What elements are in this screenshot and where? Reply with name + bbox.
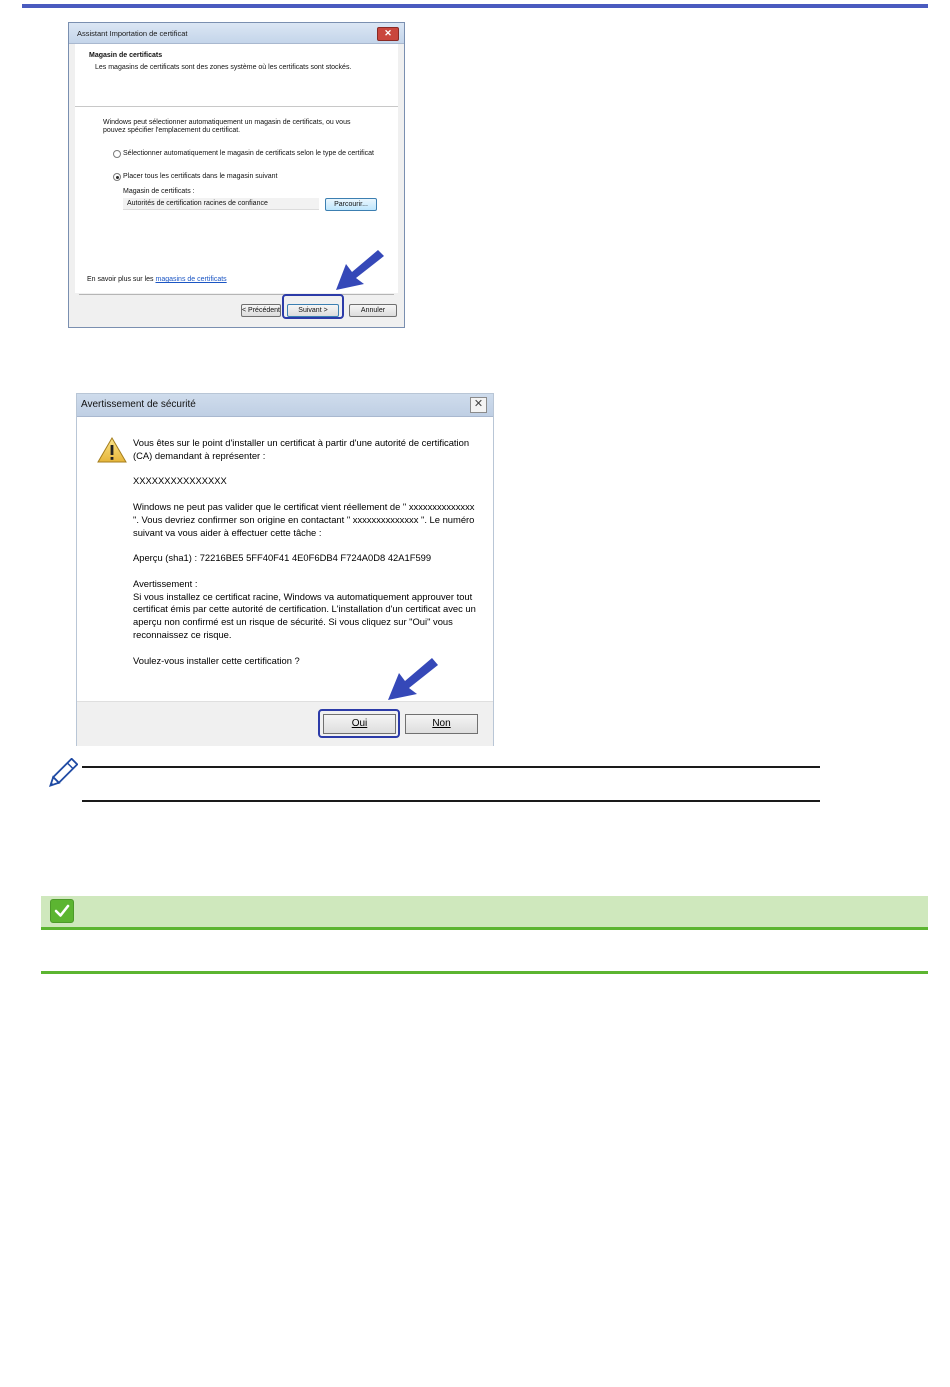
related-bottom-rule (41, 971, 928, 974)
warning-triangle-icon (97, 437, 127, 463)
wizard-description: Windows peut sélectionner automatiquement un magasin de certificats, ou vous pouvez spécifier l'emplacement du certificat. (103, 119, 351, 134)
wizard-titlebar (69, 23, 404, 44)
security-message (133, 437, 478, 680)
yes-button-highlight (318, 709, 400, 738)
wizard-header-title: Magasin de certificats (89, 52, 163, 59)
previous-button[interactable]: < Précédent (241, 304, 281, 317)
pencil-note-icon (44, 758, 78, 792)
radio-auto-select-label[interactable]: Sélectionner automatiquement le magasin de certificats selon le type de certificat (123, 150, 374, 157)
security-close-button[interactable]: ✕ (470, 397, 487, 413)
top-accent-rule (22, 4, 928, 8)
validate-text: Windows ne peut pas valider que le certificat vient réellement de " xxxxxxxxxxxxxx ". Vous devriez confirmer son origine en contactant " xxxxxxxxxxxxxx ". Le numéro suivant va vous aider à effectuer cette tâche : (133, 500, 475, 538)
learn-more-link[interactable]: magasins de certificats (155, 276, 227, 283)
security-title: Avertissement de sécurité (81, 399, 196, 410)
checkmark-glyph-icon (51, 900, 73, 922)
checkmark-icon (50, 899, 74, 923)
next-button-highlight (282, 294, 344, 319)
warning-text: Si vous installez ce certificat racine, Windows va automatiquement approuver tout certificat émis par cette autorité de certification. L'installation d'un certificat avec un aperçu non confirmé est un risque de sécurité. Si vous cliquez sur "Oui" vous reconnaissez ce risque. (133, 590, 476, 640)
radio-manual-store[interactable] (113, 173, 121, 181)
install-question: Voulez-vous installer cette certification ? (133, 654, 300, 666)
arrow-to-next-icon (334, 250, 386, 292)
learn-more-text (87, 276, 227, 283)
wizard-header-subtitle: Les magasins de certificats sont des zones système où les certificats sont stockés. (95, 64, 352, 71)
learn-more-prefix: En savoir plus sur les (87, 276, 156, 283)
next-button[interactable]: Suivant > (287, 304, 339, 317)
wizard-close-button[interactable]: ✕ (377, 27, 399, 41)
warning-heading: Avertissement : (133, 577, 198, 589)
arrow-to-yes-icon (386, 658, 440, 702)
note-top-rule (82, 766, 820, 768)
yes-button-label: Oui (351, 718, 368, 729)
store-field[interactable]: Autorités de certification racines de confiance (123, 198, 319, 210)
note-bottom-rule (82, 800, 820, 802)
no-button-label: Non (432, 718, 451, 729)
radio-manual-store-label[interactable]: Placer tous les certificats dans le magasin suivant (123, 173, 278, 180)
no-button[interactable] (405, 714, 478, 734)
thumbprint: Aperçu (sha1) : 72216BE5 5FF40F41 4E0F6DB4 F724A0D8 42A1F599 (133, 552, 432, 564)
ca-name: XXXXXXXXXXXXXXX (133, 475, 227, 487)
security-titlebar (77, 394, 493, 417)
wizard-footer-divider (79, 294, 394, 295)
store-label: Magasin de certificats : (123, 188, 195, 195)
wizard-header (75, 44, 398, 106)
security-intro: Vous êtes sur le point d'installer un certificat à partir d'une autorité de certification (CA) demandant à représenter : (133, 437, 470, 461)
related-info-bar (41, 896, 928, 930)
cancel-button[interactable]: Annuler (349, 304, 397, 317)
security-footer (77, 701, 493, 746)
browse-button[interactable]: Parcourir... (325, 198, 377, 211)
radio-auto-select[interactable] (113, 150, 121, 158)
wizard-title: Assistant Importation de certificat (77, 29, 188, 38)
